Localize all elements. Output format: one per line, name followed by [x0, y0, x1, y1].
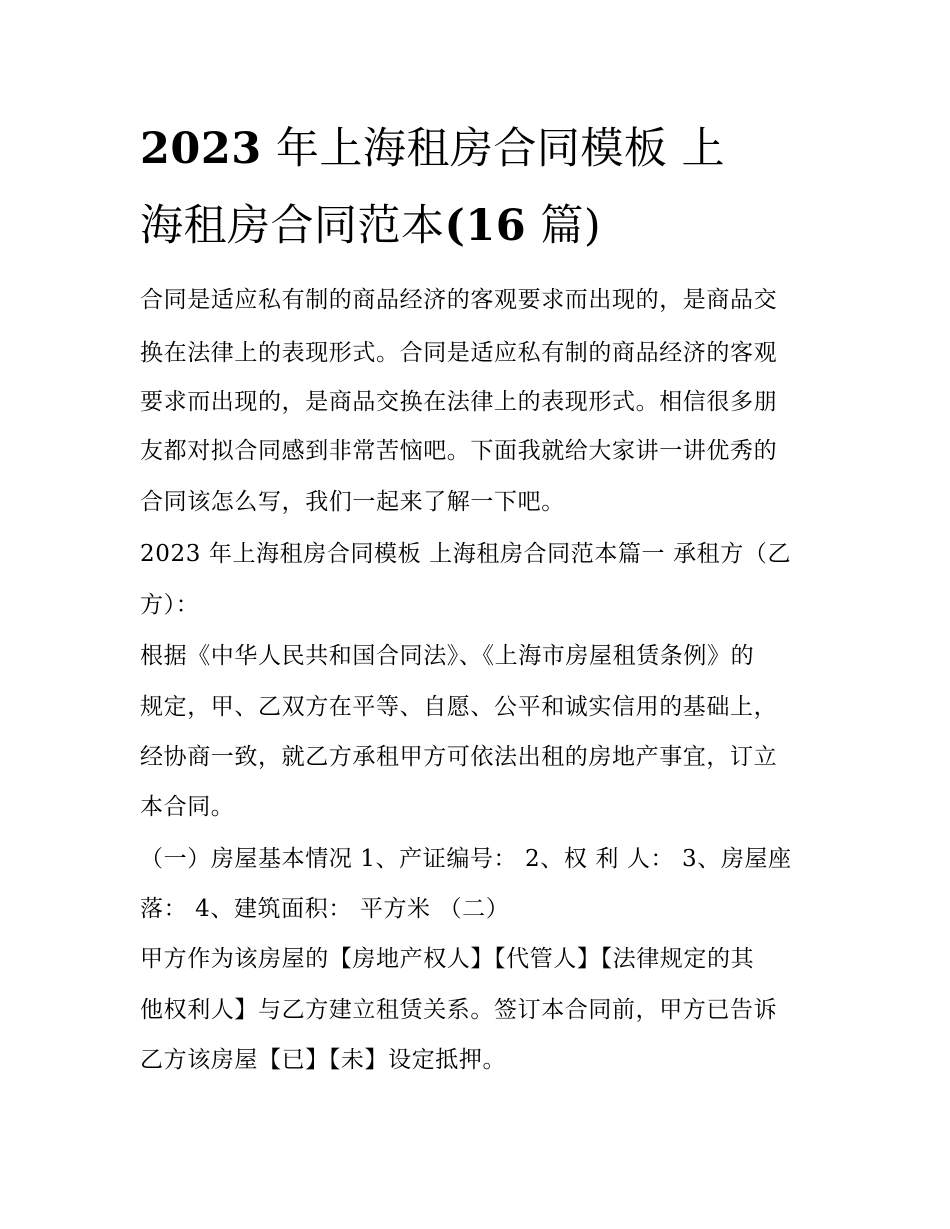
body-line: 要求而出现的，是商品交换在法律上的表现形式。相信很多朋	[140, 389, 778, 415]
body-line: 落： 4、建筑面积： 平方米 （二）	[140, 896, 510, 922]
body-line: 甲方作为该房屋的【房地产权人】【代管人】【法律规定的其	[140, 946, 755, 972]
body-line: 他权利人】与乙方建立租赁关系。签订本合同前，甲方已告诉	[140, 997, 778, 1023]
title-text-3: 篇)	[526, 201, 602, 251]
title-text-1: 年上海租房合同模板 上	[261, 124, 726, 174]
title-count: (16	[444, 201, 527, 251]
body-line: 合同是适应私有制的商品经济的客观要求而出现的，是商品交	[140, 287, 778, 313]
body-line: 本合同。	[140, 794, 235, 820]
document-title-line-2	[140, 203, 830, 249]
title-year: 2023	[140, 124, 262, 174]
document-title-line-1	[140, 126, 830, 172]
body-line: 2023 年上海租房合同模板 上海租房合同范本篇一 承租方（乙	[140, 541, 792, 567]
body-line: 根据《中华人民共和国合同法》、《上海市房屋租赁条例》的	[140, 643, 755, 669]
body-line: 经协商一致，就乙方承租甲方可依法出租的房地产事宜，订立	[140, 744, 778, 770]
body-line: 方）：	[140, 592, 200, 618]
body-line: 合同该怎么写，我们一起来了解一下吧。	[140, 489, 565, 515]
body-line: （一）房屋基本情况 1、产证编号： 2、权 利 人： 3、房屋座	[140, 846, 792, 872]
body-line: 换在法律上的表现形式。合同是适应私有制的商品经济的客观	[140, 340, 778, 366]
body-line: 乙方该房屋【已】【未】设定抵押。	[140, 1047, 507, 1073]
title-text-2: 海租房合同范本	[140, 201, 445, 251]
body-line: 规定，甲、乙双方在平等、自愿、公平和诚实信用的基础上，	[140, 694, 778, 720]
body-line: 友都对拟合同感到非常苦恼吧。下面我就给大家讲一讲优秀的	[140, 438, 778, 464]
